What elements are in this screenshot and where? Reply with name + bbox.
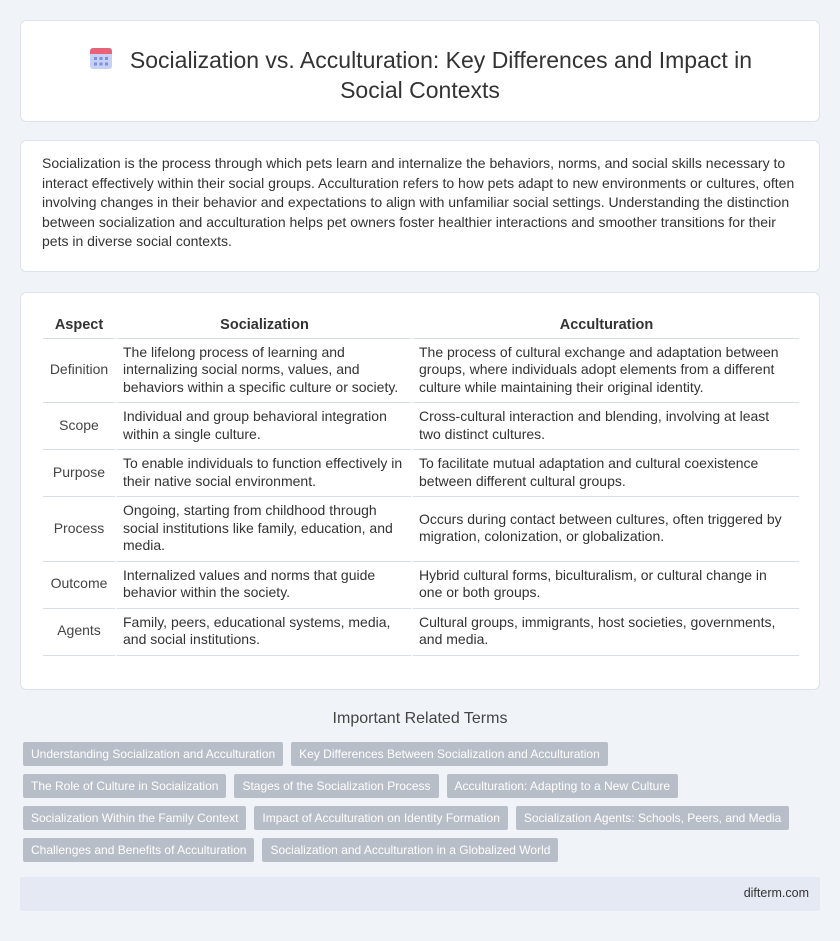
page-title-wrap: [21, 45, 819, 105]
table-row: [43, 562, 799, 609]
related-term-link[interactable]: Stages of the Socialization Process: [234, 774, 438, 798]
related-term-link[interactable]: Challenges and Benefits of Acculturation: [23, 838, 254, 862]
header-socialization: Socialization: [115, 315, 411, 339]
intro-paragraph: Socialization is the process through which pets learn and internalize the behaviors, norms, and social skills necessary to interact effectively within their social groups. Acculturation refers to how pets adapt to new environments or cultures, often involving changes in their behavior and expectations to align with unfamiliar social settings. Understanding the distinction between socialization and acculturation helps pet owners foster healthier interactions and smoother transitions for their pets in diverse social contexts.: [42, 155, 795, 250]
row-socialization: The lifelong process of learning and internalizing social norms, values, and behaviors within a specific culture or society.: [115, 339, 411, 404]
row-aspect: Process: [43, 497, 115, 562]
header-acculturation: Acculturation: [411, 315, 799, 339]
row-aspect: Agents: [43, 609, 115, 656]
related-term-link[interactable]: Acculturation: Adapting to a New Culture: [447, 774, 678, 798]
row-acculturation: Hybrid cultural forms, biculturalism, or cultural change in one or both groups.: [411, 562, 799, 609]
table-row: [43, 609, 799, 656]
row-socialization: Family, peers, educational systems, media, and social institutions.: [115, 609, 411, 656]
comparison-card: [20, 292, 820, 690]
related-terms-heading: Important Related Terms: [332, 710, 508, 727]
table-row: [43, 450, 799, 497]
row-aspect: Purpose: [43, 450, 115, 497]
row-acculturation: Cultural groups, immigrants, host societies, governments, and media.: [411, 609, 799, 656]
table-header-row: [43, 315, 799, 339]
comparison-table: [43, 315, 799, 656]
related-term-link[interactable]: The Role of Culture in Socialization: [23, 774, 226, 798]
calendar-icon: [88, 45, 114, 71]
related-term-link[interactable]: Socialization and Acculturation in a Globalized World: [262, 838, 558, 862]
row-aspect: Scope: [43, 403, 115, 450]
related-term-link[interactable]: Socialization Within the Family Context: [23, 806, 246, 830]
row-acculturation: To facilitate mutual adaptation and cultural coexistence between different cultural groups.: [411, 450, 799, 497]
related-term-link[interactable]: Socialization Agents: Schools, Peers, and Media: [516, 806, 789, 830]
row-aspect: Outcome: [43, 562, 115, 609]
related-term-link[interactable]: Key Differences Between Socialization and Acculturation: [291, 742, 608, 766]
row-socialization: Internalized values and norms that guide behavior within the society.: [115, 562, 411, 609]
row-acculturation: Cross-cultural interaction and blending, involving at least two distinct cultures.: [411, 403, 799, 450]
row-socialization: To enable individuals to function effectively in their native social environment.: [115, 450, 411, 497]
row-socialization: Individual and group behavioral integration within a single culture.: [115, 403, 411, 450]
footer-site-link[interactable]: difterm.com: [743, 886, 809, 900]
related-term-link[interactable]: Understanding Socialization and Acculturation: [23, 742, 283, 766]
header-aspect: Aspect: [43, 315, 115, 339]
related-term-link[interactable]: Impact of Acculturation on Identity Formation: [254, 806, 507, 830]
title-card: [20, 20, 820, 122]
table-row: [43, 497, 799, 562]
row-socialization: Ongoing, starting from childhood through social institutions like family, education, and media.: [115, 497, 411, 562]
related-terms-list: [23, 742, 823, 870]
table-row: [43, 403, 799, 450]
page-title: Socialization vs. Acculturation: Key Differences and Impact in Social Contexts: [129, 47, 753, 103]
intro-card: [20, 140, 820, 272]
footer-bar: [20, 877, 820, 911]
row-acculturation: Occurs during contact between cultures, often triggered by migration, colonization, or globalization.: [411, 497, 799, 562]
table-row: [43, 339, 799, 404]
row-aspect: Definition: [43, 339, 115, 404]
row-acculturation: The process of cultural exchange and adaptation between groups, where individuals adopt elements from a different culture while maintaining their original identity.: [411, 339, 799, 404]
